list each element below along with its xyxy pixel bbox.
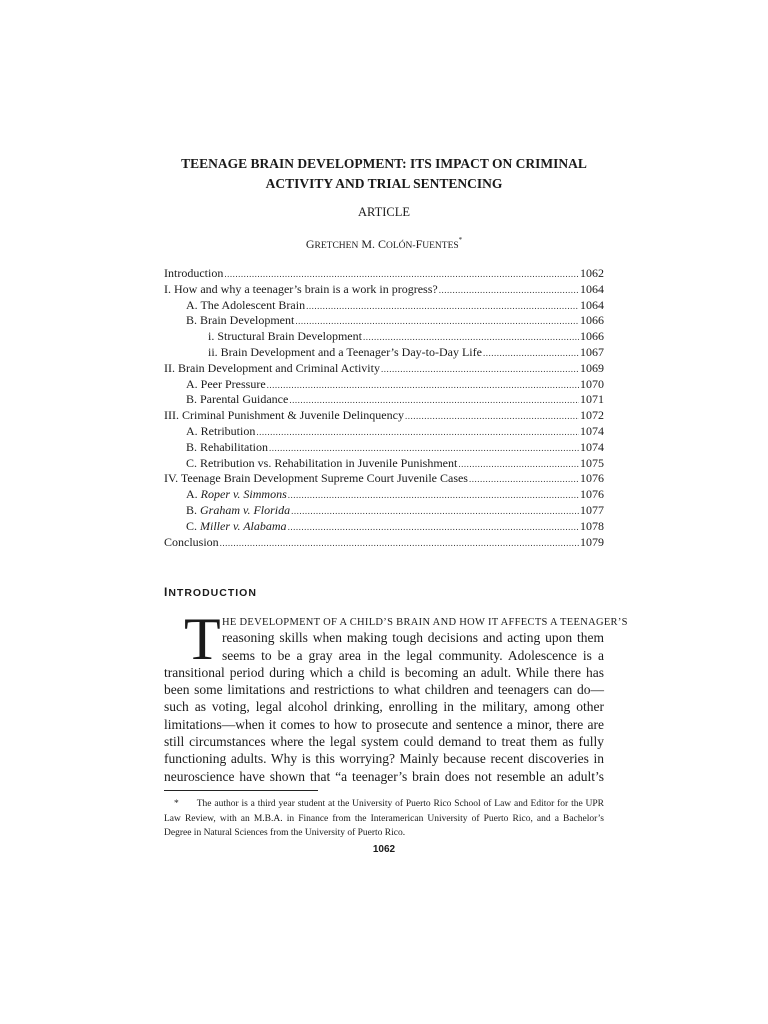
toc-dot-leader: [295, 314, 579, 330]
author-name-hyphen: -: [412, 241, 416, 251]
body-line: [164, 612, 628, 629]
article-title: [164, 154, 604, 194]
footnote: [164, 797, 604, 841]
toc-dot-leader: [363, 330, 579, 346]
toc-entry[interactable]: [164, 519, 604, 535]
toc-entry-page: 1064: [580, 281, 604, 296]
body-line: functioning adults. Why is this worrying? Mainly because recent discoveries in: [164, 751, 604, 767]
toc-dot-leader: [256, 425, 579, 441]
toc-entry-label: [186, 519, 287, 535]
toc-dot-leader: [483, 346, 579, 362]
body-line: such as voting, legal alcohol drinking, enrolling in the military, among other: [164, 699, 604, 715]
toc-entry[interactable]: [164, 329, 604, 345]
toc-entry-page: 1070: [580, 376, 604, 391]
toc-entry-page: 1074: [580, 439, 604, 454]
footnote-text: The author is a third year student at the University of Puerto Rico School of Law and Editor for the UPR Law Review, with an M.B.A. in Finance from the Interamerican University of Puerto Rico, and a Bachelor’s Degree in Natural Sciences from the University of Puerto Rico.: [164, 799, 604, 838]
toc-entry-page: 1074: [580, 423, 604, 438]
toc-entry-page: 1062: [580, 266, 604, 280]
author-name-part: UENTES: [422, 241, 459, 251]
toc-entry-page: 1078: [580, 518, 604, 533]
toc-entry-page: 1069: [580, 360, 604, 375]
drop-cap: T: [184, 606, 221, 672]
toc-entry[interactable]: [164, 361, 604, 377]
author-initial-f: F: [415, 237, 423, 251]
toc-entry-label: [186, 487, 287, 503]
body-line: still circumstances where the legal system could demand to treat them as fully: [164, 734, 604, 750]
toc-entry[interactable]: [164, 535, 604, 551]
toc-entry-page: 1072: [580, 408, 604, 423]
toc-entry-label: I. How and why a teenager’s brain is a work in progress?: [164, 281, 438, 296]
toc-entry-case-name: Graham v. Florida: [200, 502, 291, 517]
toc-entry[interactable]: [164, 487, 604, 503]
author-middle-initial: M.: [361, 237, 375, 251]
toc-dot-leader: [458, 457, 579, 473]
toc-entry[interactable]: [164, 408, 604, 424]
toc-dot-leader: [405, 409, 579, 425]
body-line: transitional period during which a child is becoming an adult. While there has: [164, 664, 604, 680]
body-line: neuroscience have shown that “a teenager’s brain does not resemble an adult’s: [164, 768, 604, 784]
toc-entry-page: 1077: [580, 502, 604, 517]
toc-entry[interactable]: [164, 345, 604, 361]
toc-entry-label: B. Brain Development: [186, 313, 295, 328]
table-of-contents: [164, 266, 604, 550]
body-line: seems to be a gray area in the legal community. Adolescence is a: [222, 647, 604, 663]
footnote-rule: [164, 790, 318, 791]
section-heading-introduction: [164, 585, 257, 599]
toc-entry-label: III. Criminal Punishment & Juvenile Delinquency: [164, 408, 404, 423]
toc-entry-prefix: A.: [186, 487, 201, 502]
toc-entry[interactable]: [164, 313, 604, 329]
footnote-marker: *: [174, 799, 179, 809]
article-title-line-2: ACTIVITY AND TRIAL SENTENCING: [265, 176, 503, 191]
toc-entry-label: A. Retribution: [186, 423, 256, 438]
toc-entry[interactable]: [164, 440, 604, 456]
toc-entry-page: 1064: [580, 297, 604, 312]
toc-entry-label: B. Rehabilitation: [186, 439, 268, 454]
toc-entry[interactable]: [164, 503, 604, 519]
toc-entry-page: 1076: [580, 487, 604, 502]
toc-entry-page: 1075: [580, 455, 604, 470]
toc-entry-label: C. Retribution vs. Rehabilitation in Juvenile Punishment: [186, 455, 458, 470]
article-type-label: ARTICLE: [357, 205, 411, 219]
body-text: [164, 612, 628, 785]
author-initial-c: C: [377, 237, 386, 251]
toc-entry-case-name: Roper v. Simmons: [200, 487, 287, 502]
toc-entry-label: B. Parental Guidance: [186, 392, 289, 407]
body-line: reasoning skills when making tough decisions and acting upon them: [222, 630, 604, 646]
toc-dot-leader: [220, 536, 579, 552]
toc-dot-leader: [288, 520, 579, 536]
toc-entry-label: ii. Brain Development and a Teenager’s Day-to-Day Life: [208, 344, 482, 359]
toc-entry-page: 1067: [580, 344, 604, 359]
toc-dot-leader: [306, 299, 579, 315]
toc-dot-leader: [288, 488, 579, 504]
author-footnote-marker[interactable]: *: [458, 236, 463, 244]
toc-entry-page: 1066: [580, 313, 604, 328]
author-initial-g: G: [305, 237, 315, 251]
toc-entry-page: 1079: [580, 534, 604, 549]
author-name: [164, 236, 604, 252]
section-heading-initial: I: [164, 585, 169, 599]
toc-dot-leader: [267, 378, 579, 394]
author-name-part: RETCHEN: [314, 241, 359, 251]
toc-dot-leader: [289, 393, 579, 409]
article-title-line-1: TEENAGE BRAIN DEVELOPMENT: ITS IMPACT ON CRIMINAL: [181, 156, 587, 171]
toc-entry-case-name: Miller v. Alabama: [200, 518, 287, 533]
toc-dot-leader: [291, 504, 579, 520]
toc-entry[interactable]: [164, 456, 604, 472]
toc-entry[interactable]: [164, 424, 604, 440]
body-line-small-caps: HE DEVELOPMENT OF A CHILD’S BRAIN AND HOW IT AFFECTS A TEENAGER’S: [222, 617, 628, 628]
toc-entry-prefix: B.: [186, 502, 201, 517]
body-line: been some limitations and restrictions to what children and teenagers can do—: [164, 682, 604, 698]
toc-entry-label: A. The Adolescent Brain: [186, 297, 306, 312]
toc-entry[interactable]: [164, 377, 604, 393]
toc-dot-leader: [269, 441, 579, 457]
toc-entry[interactable]: [164, 266, 604, 282]
toc-entry-label: [186, 503, 290, 519]
toc-dot-leader: [469, 472, 579, 488]
toc-dot-leader: [439, 283, 579, 299]
toc-entry[interactable]: [164, 392, 604, 408]
toc-entry-label: Introduction: [164, 266, 224, 280]
toc-entry-page: 1076: [580, 471, 604, 486]
author-name-part: OLÓN: [386, 241, 413, 251]
toc-dot-leader: [224, 267, 579, 283]
toc-entry-prefix: C.: [186, 518, 201, 533]
page-number: 1062: [372, 844, 396, 855]
toc-entry-page: 1066: [580, 329, 604, 344]
toc-entry[interactable]: [164, 298, 604, 314]
toc-entry[interactable]: [164, 282, 604, 298]
toc-dot-leader: [381, 362, 579, 378]
body-line: limitations—when it comes to how to prosecute and sentence a minor, there are: [164, 716, 604, 732]
toc-entry-label: Conclusion: [164, 534, 219, 549]
toc-entry-label: i. Structural Brain Development: [208, 329, 362, 344]
toc-entry-label: IV. Teenage Brain Development Supreme Court Juvenile Cases: [164, 471, 468, 486]
toc-entry[interactable]: [164, 471, 604, 487]
toc-entry-page: 1071: [580, 392, 604, 407]
section-heading-rest: NTRODUCTION: [168, 587, 257, 599]
toc-entry-label: A. Peer Pressure: [186, 376, 266, 391]
toc-entry-label: II. Brain Development and Criminal Activity: [164, 360, 380, 375]
